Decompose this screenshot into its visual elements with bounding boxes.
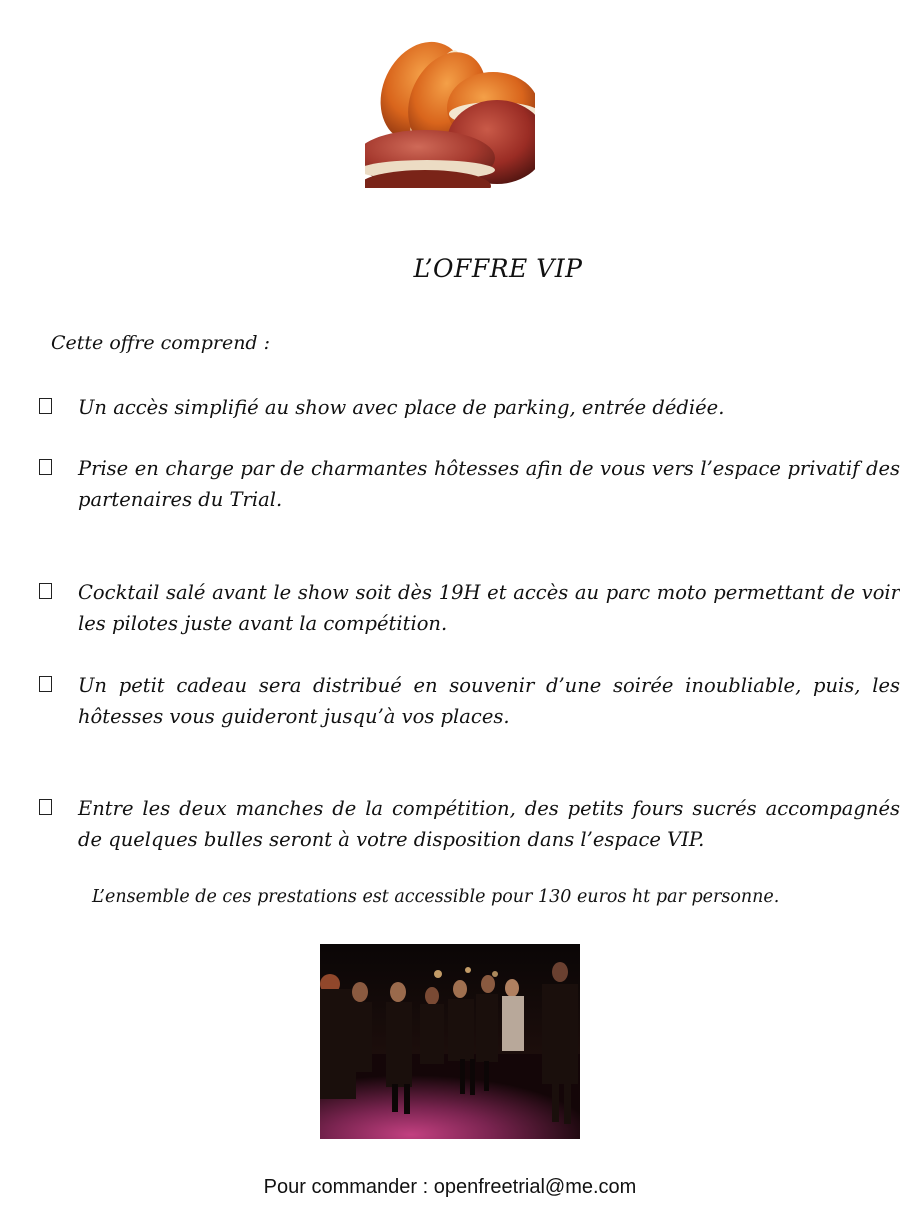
- macarons-photo: [365, 30, 535, 188]
- list-item-text: Entre les deux manches de la compétition, des petits fours sucrés accompagnés de quelques bulles seront à votre disposition dans l’espace VIP.: [78, 797, 900, 851]
- list-item-text: Un accès simplifié au show avec place de parking, entrée dédiée.: [78, 396, 725, 419]
- price-summary: L’ensemble de ces prestations est accessible pour 130 euros ht par personne.: [92, 887, 780, 907]
- order-contact: Pour commander : openfreetrial@me.com: [263, 1176, 637, 1198]
- list-item-text: Un petit cadeau sera distribué en souvenir d’une soirée inoubliable, puis, les hôtesses vous guideront jusqu’à vos places.: [78, 674, 900, 728]
- page-title: L’OFFRE VIP: [413, 254, 583, 283]
- list-item-text: Prise en charge par de charmantes hôtesses afin de vous vers l’espace privatif des partenaires du Trial.: [78, 457, 900, 511]
- list-item-text: Cocktail salé avant le show soit dès 19H et accès au parc moto permettant de voir les pilotes juste avant la compétition.: [78, 581, 900, 635]
- checkbox-bullet-icon: [39, 799, 52, 815]
- vip-event-photo: [320, 944, 580, 1139]
- checkbox-bullet-icon: [39, 676, 52, 692]
- checkbox-bullet-icon: [39, 583, 52, 599]
- intro-text: Cette offre comprend :: [51, 332, 271, 354]
- checkbox-bullet-icon: [39, 459, 52, 475]
- checkbox-bullet-icon: [39, 398, 52, 414]
